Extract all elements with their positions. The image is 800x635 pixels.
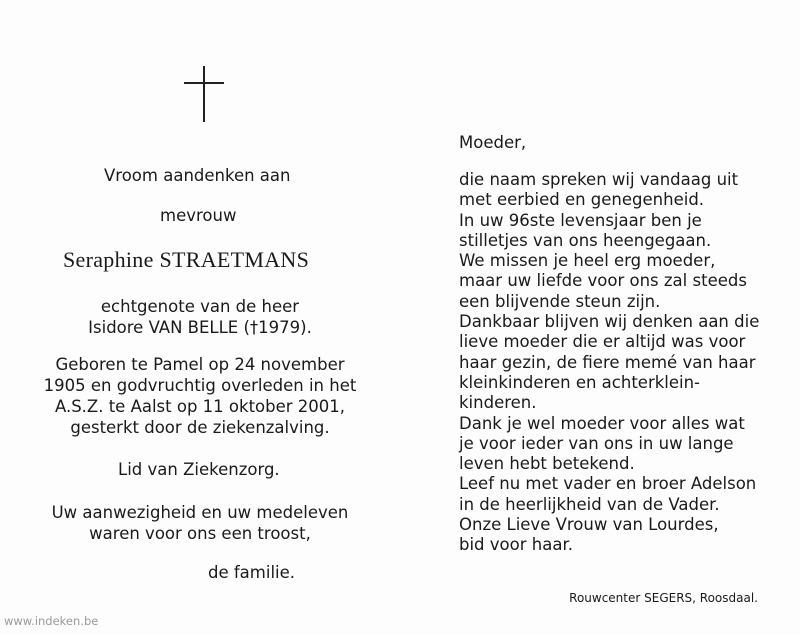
poem-block bbox=[459, 170, 759, 556]
poem-line: maar uw liefde voor ons zal steeds bbox=[459, 271, 747, 291]
poem-line: bid voor haar. bbox=[459, 535, 573, 555]
birth-line: A.S.Z. te Aalst op 11 oktober 2001, bbox=[54, 397, 346, 416]
spouse-block bbox=[30, 296, 370, 338]
poem-line: je voor ieder van ons in uw lange bbox=[459, 433, 734, 453]
spouse-line: Isidore VAN BELLE (†1979). bbox=[88, 318, 312, 337]
poem-line: Onze Lieve Vrouw van Lourdes, bbox=[459, 515, 719, 535]
poem-line: die naam spreken wij vandaag uit bbox=[459, 170, 739, 189]
spouse-line: echtgenote van de heer bbox=[100, 297, 300, 316]
deceased-name: Seraphine STRAETMANS bbox=[63, 247, 310, 272]
cross-icon bbox=[184, 66, 224, 122]
birth-line: gesterkt door de ziekenzalving. bbox=[70, 418, 330, 437]
birth-line: 1905 en godvruchtig overleden in het bbox=[43, 376, 357, 395]
poem-line: een blijvende steun zijn. bbox=[459, 291, 661, 311]
poem-line: kleinkinderen en achterklein- bbox=[459, 372, 701, 392]
salutation: Moeder, bbox=[459, 133, 527, 152]
thanks-block bbox=[30, 502, 370, 544]
signature-text: de familie. bbox=[208, 563, 296, 582]
poem-line: lieve moeder die er altijd was voor bbox=[459, 332, 746, 352]
poem-line: stilletjes van ons heengegaan. bbox=[459, 230, 712, 250]
title-word: mevrouw bbox=[160, 206, 237, 225]
birth-line: Geboren te Pamel op 24 november bbox=[55, 355, 345, 374]
poem-line: Leef nu met vader en broer Adelson bbox=[459, 474, 757, 494]
thanks-line: waren voor ons een troost, bbox=[89, 524, 311, 543]
poem-line: kinderen. bbox=[459, 393, 537, 413]
poem-line: met eerbied en genegenheid. bbox=[459, 190, 705, 210]
poem-line: We missen je heel erg moeder, bbox=[459, 251, 716, 271]
birth-block bbox=[30, 354, 370, 438]
poem-line: haar gezin, de fiere memé van haar bbox=[459, 352, 756, 372]
membership-text: Lid van Ziekenzorg. bbox=[118, 460, 280, 479]
poem-line: In uw 96ste levensjaar ben je bbox=[459, 210, 702, 230]
funeral-home-credit: Rouwcenter SEGERS, Roosdaal. bbox=[569, 591, 758, 605]
poem-line: in de heerlijkheid van de Vader. bbox=[459, 494, 720, 514]
watermark-link[interactable]: www.indeken.be bbox=[4, 614, 99, 628]
poem-line: Dank je wel moeder voor alles wat bbox=[459, 413, 745, 433]
thanks-line: Uw aanwezigheid en uw medeleven bbox=[51, 503, 349, 522]
intro-text: Vroom aandenken aan bbox=[104, 166, 291, 185]
poem-line: leven hebt betekend. bbox=[459, 454, 635, 474]
poem-line: Dankbaar blijven wij denken aan die bbox=[459, 312, 760, 332]
